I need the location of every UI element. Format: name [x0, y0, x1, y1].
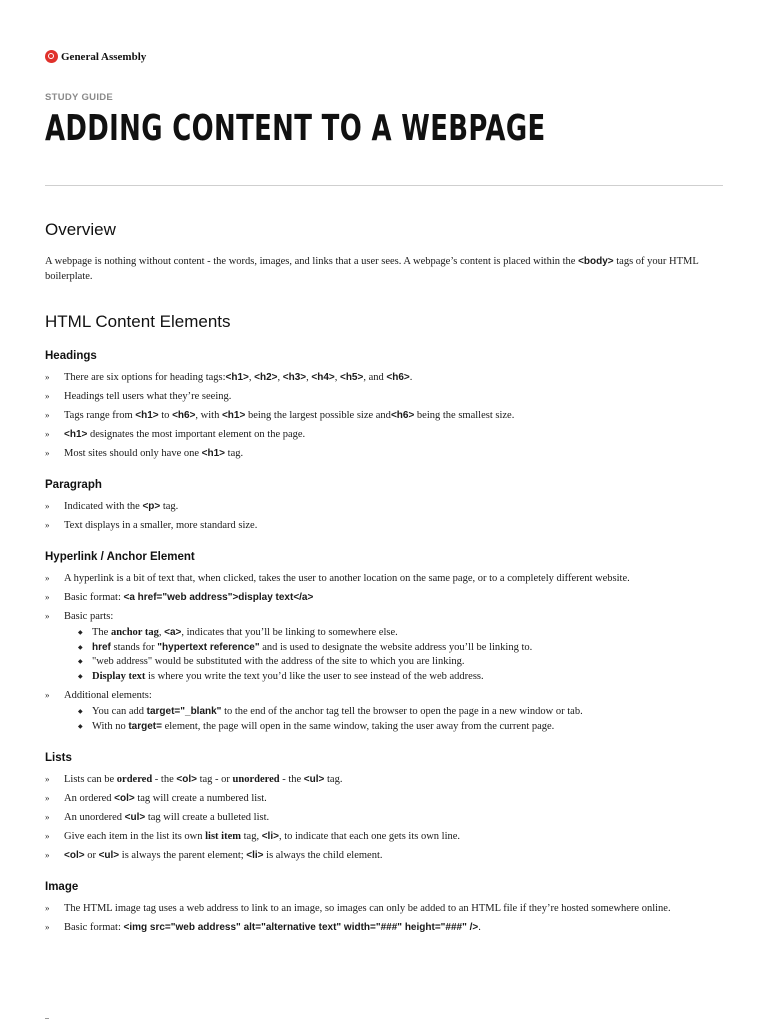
- sublist-item: ◆ You can add target="_blank" to the end of the anchor tag tell the browser to open the page in a new window or tab.: [64, 705, 723, 720]
- list-item: » <ol> or <ul> is always the parent element; <li> is always the child element.: [45, 848, 723, 863]
- list-item: » <h1> designates the most important element on the page.: [45, 427, 723, 442]
- list-item: » Give each item in the list its own list item tag, <li>, to indicate that each one gets its own line.: [45, 829, 723, 844]
- list-item: » There are six options for heading tags:<h1>, <h2>, <h3>, <h4>, <h5>, and <h6>.: [45, 370, 723, 385]
- list-item: » Basic parts: ◆ The anchor tag, <a>, indicates that you’ll be linking to somewhere else. ◆ href stands for "hypertext reference" and is used to designate the website address you’ll be linking to. ◆ "web address" would be substituted with the address of the site to which you are linking. ◆ Display text is where you write the text you’d like the user to see instead of the web address.: [45, 609, 723, 684]
- paragraph-subheading: Paragraph: [45, 479, 102, 491]
- basic-parts-sublist: [64, 626, 723, 684]
- list-item: » An ordered <ol> tag will create a numbered list.: [45, 791, 723, 806]
- list-item: » The HTML image tag uses a web address to link to an image, so images can only be added to an HTML file if they’re hosted somewhere online.: [45, 901, 723, 916]
- sublist-item: ◆ Display text is where you write the text you’d like the user to see instead of the web address.: [64, 670, 723, 685]
- additional-elements-sublist: [64, 705, 723, 734]
- overview-heading: Overview: [45, 220, 116, 239]
- image-list: [45, 901, 723, 935]
- list-item: » Most sites should only have one <h1> tag.: [45, 446, 723, 461]
- sublist-item: ◆ The anchor tag, <a>, indicates that you’ll be linking to somewhere else.: [64, 626, 723, 641]
- lists-list: [45, 772, 723, 863]
- page-title: ADDING CONTENT TO A WEBPAGE: [45, 108, 546, 149]
- list-item: » Lists can be ordered - the <ol> tag - or unordered - the <ul> tag.: [45, 772, 723, 787]
- paragraph-list: [45, 499, 723, 533]
- headings-list: [45, 370, 723, 461]
- sublist-item: ◆ "web address" would be substituted with the address of the site to which you are linking.: [64, 655, 723, 670]
- list-item: » Text displays in a smaller, more standard size.: [45, 518, 723, 533]
- general-assembly-logo-icon: [45, 50, 58, 63]
- list-item: » Basic format: <img src="web address" alt="alternative text" width="###" height="###" />.: [45, 920, 723, 935]
- list-item: » Additional elements: ◆ You can add target="_blank" to the end of the anchor tag tell the browser to open the page in a new window or tab. ◆ With no target= element, the page will open in the same window, taking the user away from the current page.: [45, 688, 723, 734]
- brand-name: General Assembly: [61, 50, 147, 63]
- hyperlink-subheading: Hyperlink / Anchor Element: [45, 551, 195, 563]
- page-edge-mark: [45, 1018, 49, 1019]
- sublist-item: ◆ href stands for "hypertext reference" and is used to designate the website address you’ll be linking to.: [64, 641, 723, 656]
- study-guide-label: STUDY GUIDE: [45, 92, 114, 103]
- overview-text: A webpage is nothing without content - the words, images, and links that a user sees. A webpage’s content is placed within the <body> tags of your HTML boilerplate.: [45, 256, 699, 282]
- title-divider: [45, 185, 723, 186]
- brand-logo[interactable]: [45, 50, 146, 63]
- main-content: [45, 220, 723, 939]
- html-content-elements-heading: HTML Content Elements: [45, 312, 231, 331]
- hyperlink-list: [45, 571, 723, 734]
- lists-subheading: Lists: [45, 752, 72, 764]
- list-item: » Headings tell users what they’re seeing.: [45, 389, 723, 404]
- sublist-item: ◆ With no target= element, the page will open in the same window, taking the user away from the current page.: [64, 720, 723, 735]
- list-item: » A hyperlink is a bit of text that, when clicked, takes the user to another location on the same page, or to a completely different website.: [45, 571, 723, 586]
- list-item: » An unordered <ul> tag will create a bulleted list.: [45, 810, 723, 825]
- list-item: » Tags range from <h1> to <h6>, with <h1> being the largest possible size and<h6> being the smallest size.: [45, 408, 723, 423]
- list-item: » Basic format: <a href="web address">display text</a>: [45, 590, 723, 605]
- headings-subheading: Headings: [45, 350, 97, 362]
- image-subheading: Image: [45, 881, 79, 893]
- list-item: » Indicated with the <p> tag.: [45, 499, 723, 514]
